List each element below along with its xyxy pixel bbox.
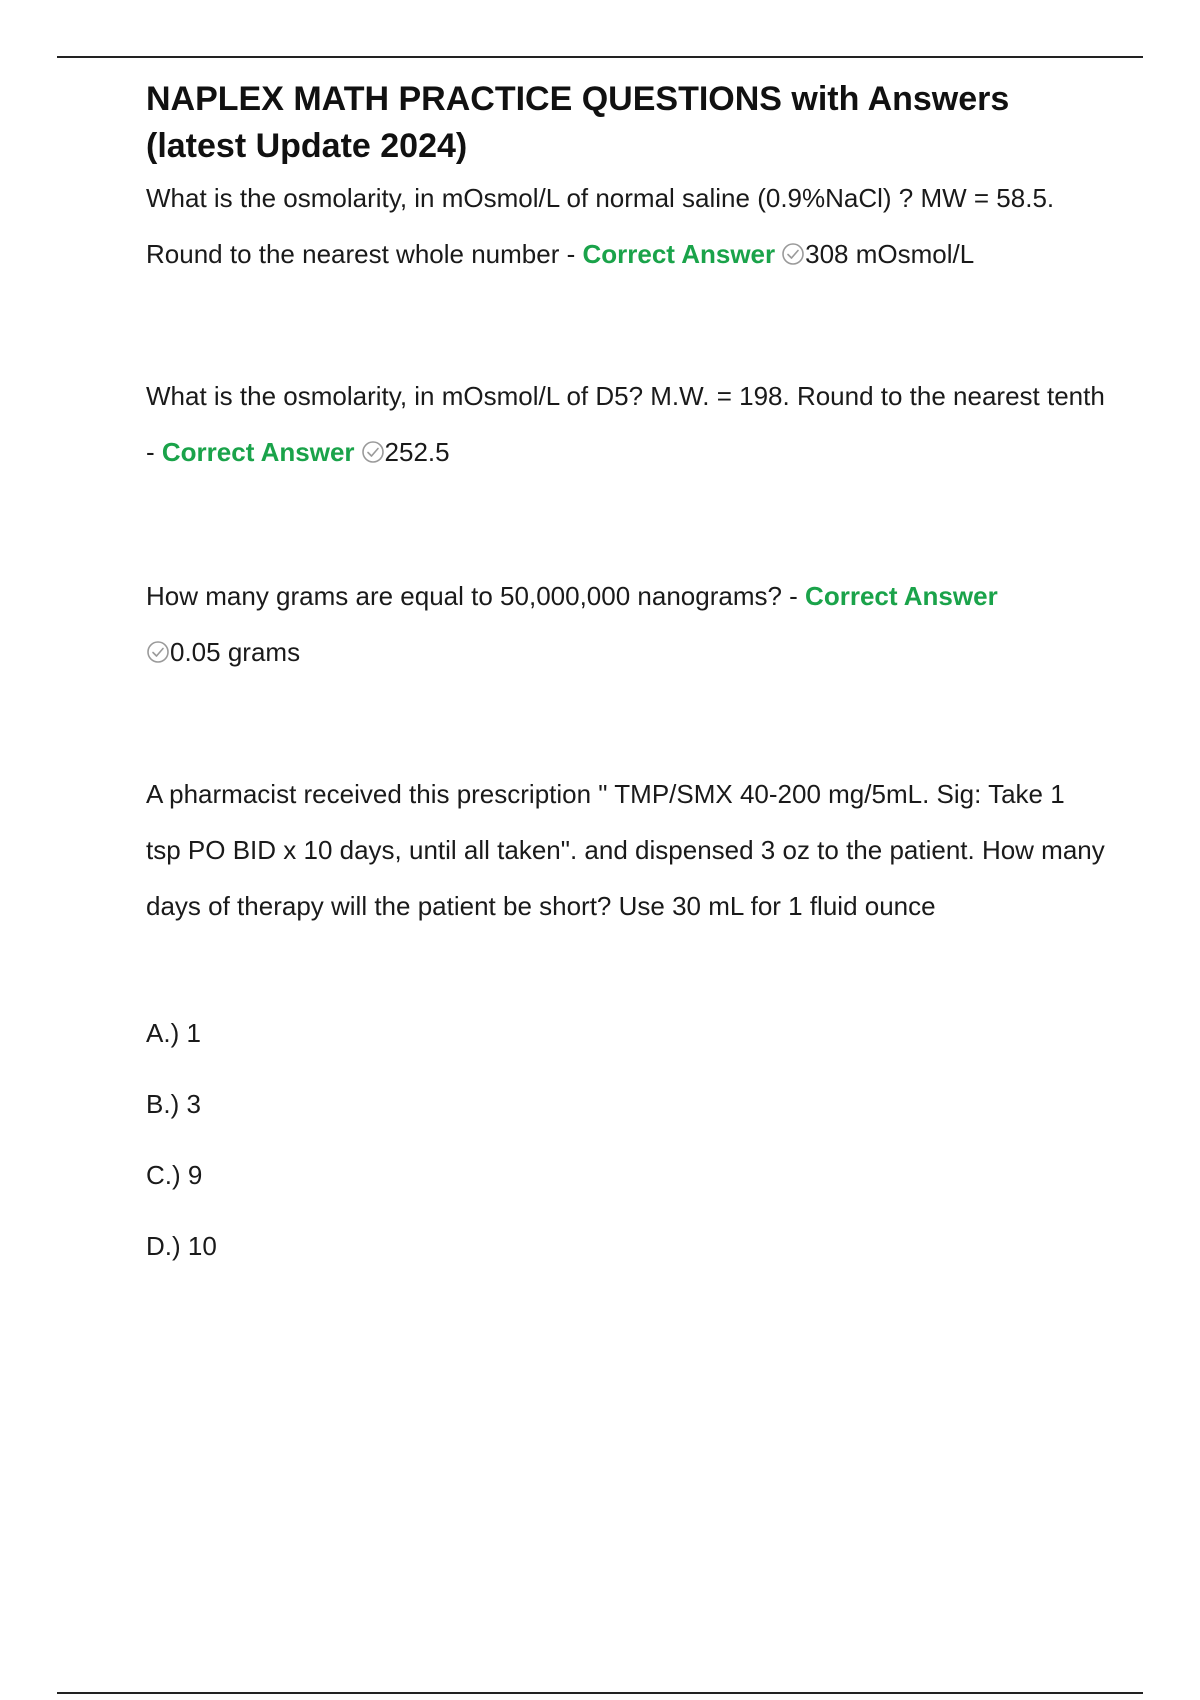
question-4 <box>146 766 1106 934</box>
check-circle-icon <box>146 640 170 664</box>
option-b: B.) 3 <box>146 1089 201 1119</box>
document-title: NAPLEX MATH PRACTICE QUESTIONS with Answers (latest Update 2024) <box>146 80 1010 165</box>
answer-options <box>146 1018 1106 1261</box>
question-1 <box>146 170 1106 282</box>
question-text: What is the osmolarity, in mOsmol/L of normal saline (0.9%NaCl) ? MW = 58.5. Round to the nearest whole number - <box>146 183 1055 269</box>
answer-text: 0.05 grams <box>170 637 301 667</box>
option-c: C.) 9 <box>146 1160 203 1190</box>
bottom-rule <box>57 1692 1143 1694</box>
correct-answer-label: Correct Answer <box>161 437 355 467</box>
check-circle-icon <box>361 440 385 464</box>
answer-text: 308 mOsmol/L <box>805 239 975 269</box>
question-text: What is the osmolarity, in mOsmol/L of D5? M.W. = 198. Round to the nearest tenth - <box>146 381 1105 467</box>
option-d: D.) 10 <box>146 1231 217 1261</box>
top-rule <box>57 56 1143 58</box>
question-2 <box>146 368 1106 480</box>
document-body <box>146 76 1106 1302</box>
option-a: A.) 1 <box>146 1018 201 1048</box>
correct-answer-label: Correct Answer <box>582 239 776 269</box>
question-text: How many grams are equal to 50,000,000 nanograms? - <box>146 581 806 611</box>
check-circle-icon <box>781 242 805 266</box>
correct-answer-label: Correct Answer <box>805 581 998 611</box>
question-text: A pharmacist received this prescription " TMP/SMX 40-200 mg/5mL. Sig: Take 1 tsp PO BID x 10 days, until all taken". and dispensed 3 oz to the patient. How many days of therapy will the patient be short? Use 30 mL for 1 fluid ounce <box>146 779 1105 921</box>
question-3 <box>146 568 1106 680</box>
answer-text: 252.5 <box>384 437 450 467</box>
